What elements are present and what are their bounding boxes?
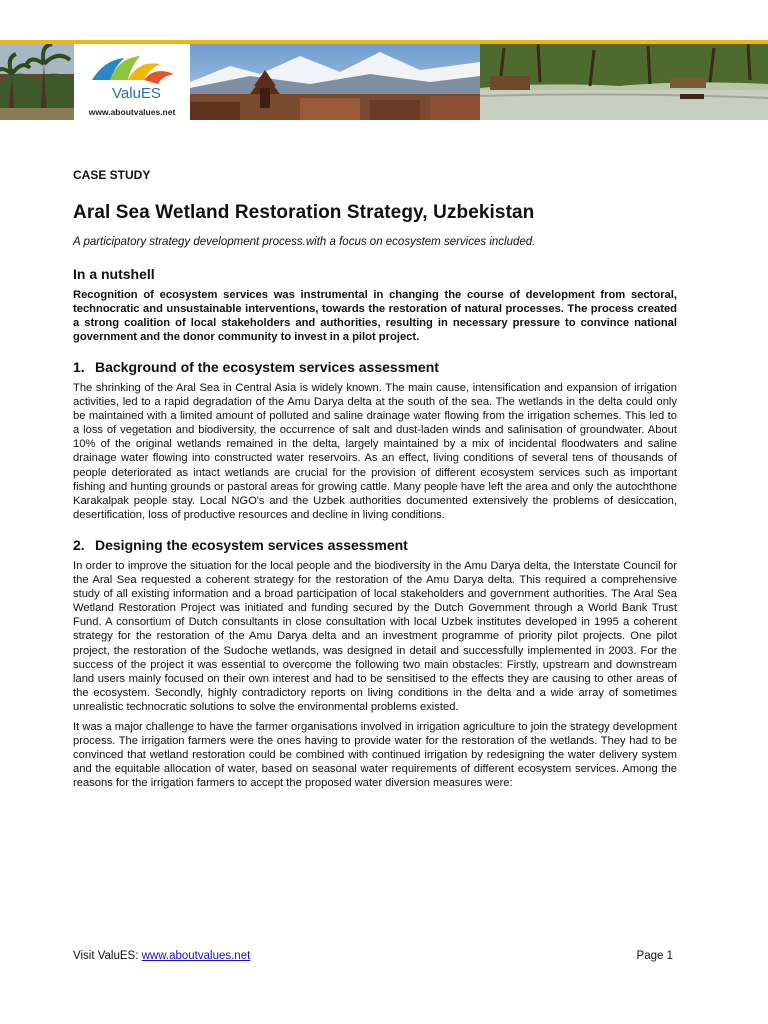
footer-link[interactable]: www.aboutvalues.net — [141, 950, 251, 962]
palm-forest-photo — [0, 44, 74, 120]
section-heading-background — [73, 359, 677, 375]
nutshell-text: Recognition of ecosystem services was instrumental in changing the course of development from sectoral, technocratic and unsustainable interventions, towards the restoration of natural processes. The process created a strong coalition of local stakeholders and authorities, resulting in necessary pressure to convince national government and the donor community to invest in a pilot project. — [73, 289, 677, 343]
river-village-photo — [480, 44, 768, 120]
case-study-label: CASE STUDY — [73, 168, 151, 182]
logo[interactable] — [74, 44, 190, 120]
section-number: 2. — [73, 536, 85, 553]
subtitle: A participatory strategy development process.with a focus on ecosystem services included. — [73, 236, 536, 248]
section-title: Background of the ecosystem services assessment — [95, 359, 439, 375]
paragraph: In order to improve the situation for the local people and the biodiversity in the Amu Darya delta, the Interstate Council for the Aral Sea requested a coherent strategy for the restoration of the Amu Darya delta. This required a comprehensive study of all existing information and a broad participation of local stakeholders and government authorities. The Aral Sea Wetland Restoration Project was initiated and funding secured by the Dutch Government through a World Bank Trust Fund. A consortium of Dutch consultants in close consultation with local Uzbek institutes developed in 1995 a coherent strategy for the restoration of the Amu Darya delta and an investment programme of priority pilot projects. One pilot project, the restoration of the Sudoche wetlands, was designed in detail and successfully implemented in 2003. For the success of the project it was essential to overcome the following two main obstacles: Firstly, upstream and downstream land users mainly focused on their own interest and had to be sensitised to the effects they are causing to other areas of the ecosystem. Secondly, highly contradictory reports on living conditions in the delta and a wide array of sometimes unrealistic technocratic solutions to solve the environmental problems existed. — [73, 559, 677, 713]
page-title: Aral Sea Wetland Restoration Strategy, Uzbekistan — [73, 202, 535, 223]
himalaya-pagoda-photo — [190, 44, 480, 120]
svg-text:ValuES: ValuES — [112, 85, 161, 102]
footer-visit — [73, 950, 250, 962]
header-accent-line — [0, 40, 768, 44]
document-body — [73, 168, 677, 790]
nutshell-heading: In a nutshell — [73, 266, 155, 282]
paragraph: The shrinking of the Aral Sea in Central Asia is widely known. The main cause, intensification and expansion of irrigation activities, led to a rapid degradation of the Amu Darya delta at the south of the sea. The wetlands in the delta could only be maintained with a limited amount of polluted and saline drainage water flowing from the irrigation schemes. This led to a loss of vegetation and biodiversity, the occurrence of salt and dust-laden winds and salinisation of groundwater. About 10% of the original wetlands remained in the delta, largely maintained by a mix of incidental floodwaters and saline drainage water flowing into constructed water reservoirs. As an effect, living conditions of several tens of thousands of people deteriorated as intact wetlands are crucial for the provision of different ecosystem services such as important fishing and hunting grounds or pastoral areas for growing cattle. Many people have left the area and only the autochthone Karakalpak people stay. Local NGO's and the Uzbek authorities documented extensively the problems of desiccation, desertification, loss of productive resources and decline in living conditions. — [73, 382, 677, 521]
section-title: Designing the ecosystem services assessment — [95, 536, 408, 553]
paragraph: It was a major challenge to have the farmer organisations involved in irrigation agriculture to join the strategy development process. The irrigation farmers were the ones having to provide water for the restoration of the wetlands. They had to be convinced that wetland restoration could be combined with continued irrigation by redesigning the water delivery system and the equitable allocation of water, based on seasonal water requirements of different ecosystem services. Among the reasons for the irrigation farmers to accept the proposed water diversion measures were: — [73, 720, 677, 790]
section-heading-designing — [73, 537, 677, 553]
values-logo-icon — [84, 50, 180, 106]
logo-url[interactable]: www.aboutvalues.net — [88, 107, 176, 117]
page-number: Page 1 — [636, 950, 673, 962]
section-number: 1. — [73, 359, 85, 375]
footer-visit-label: Visit ValuES: — [73, 950, 142, 962]
